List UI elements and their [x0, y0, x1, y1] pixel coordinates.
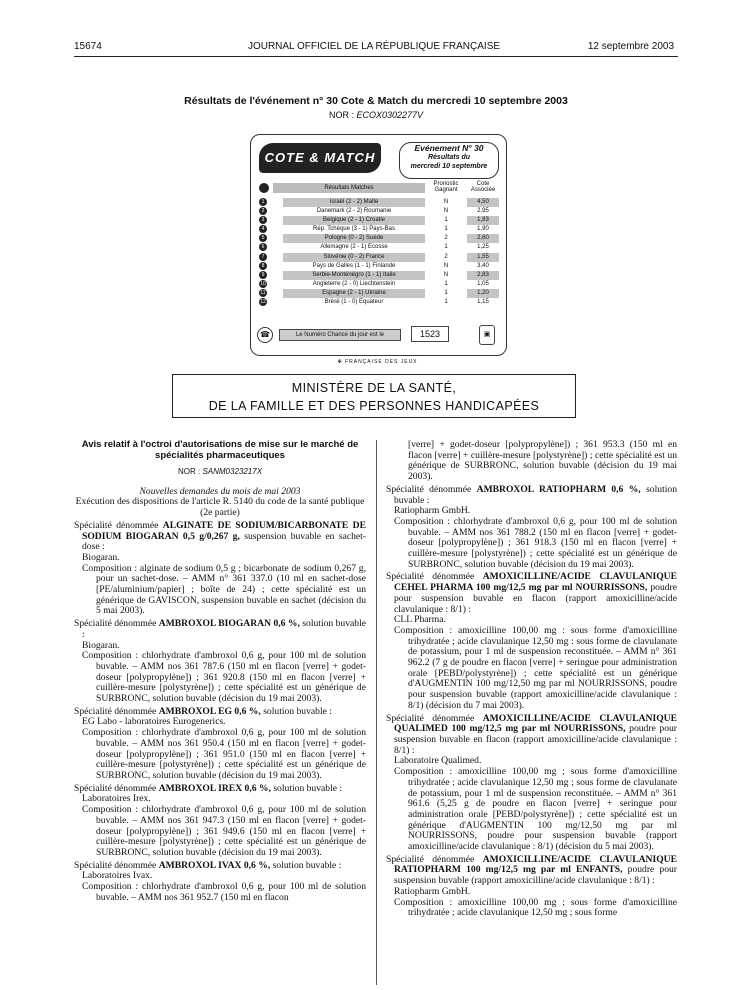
composition: Composition : chlorhydrate d'ambroxol 0,6 g, pour 100 ml de solution buvable. – AMM nos 361 787.6 (150 ml en flacon [verre] + godet-doseur [polypropylène]) ; 361 920.8 (150 ml en flacon [verre] + cuillère-mesure [polystyrène]) ; cette spécialité est un générique de SURBRONC, solution buvable (décision du 19 mai 2003).	[82, 650, 366, 705]
match-prono: 1	[444, 299, 448, 306]
match-result: Israël (2 - 2) Malte	[283, 198, 425, 207]
col-cote: Cote Associée	[470, 181, 496, 193]
ticket-row	[259, 234, 499, 243]
match-number: 2	[259, 207, 267, 215]
fdj-brand: ✤ FRANÇAISE DES JEUX	[337, 359, 418, 365]
composition: Composition : amoxicilline 100,00 mg : sous forme d'amoxicilline trihydratée ; acide clavulanique 12,50 mg : sous forme de clavulanate de potassium, pour 1 ml de suspension reconstituée. – AMM n° 361 962.2 (7 g de poudre en flacon [verre] + seringue pour administration orale [PEBD/polystyrène]) ; cette spécialité est un générique d'AUGMENTIN 100 mg/12,50 mg par ml NOURRISSONS, poudre pour suspension buvable (rapport amoxicilline/acide clavulanique : 8/1) (décision du 7 mai 2003).	[394, 624, 677, 711]
specialite-heading: Spécialité dénommée AMBROXOL IVAX 0,6 %, solution buvable :	[74, 859, 342, 871]
avis-nor: NOR : SANM0323217X	[177, 467, 263, 476]
match-number: 4	[259, 225, 267, 233]
ticket-row	[259, 216, 499, 225]
match-number: 3	[259, 216, 267, 224]
match-prono: N	[443, 208, 449, 215]
match-cote: 2,95	[477, 208, 489, 215]
match-result: Pologne (0 - 2) Suède	[283, 234, 425, 243]
laboratory: Laboratoires Irex.	[82, 793, 151, 805]
laboratory: Ratiopharm GmbH.	[394, 885, 471, 897]
match-number: 5	[259, 234, 267, 242]
match-result: Belgique (2 - 1) Croatie	[283, 216, 425, 225]
match-result: Pays de Galles (1 - 1) Finlande	[312, 262, 396, 269]
laboratory: CLL Pharma.	[394, 614, 446, 626]
match-cote: 4,50	[467, 198, 499, 207]
specialite-heading: Spécialité dénommée AMBROXOL RATIOPHARM 0,6 %, solution buvable :	[386, 483, 677, 506]
match-result: Brésil (1 - 0) Equateur	[324, 299, 384, 306]
match-number: 6	[259, 243, 267, 251]
specialite-heading: Spécialité dénommée AMOXICILLINE/ACIDE CLAVULANIQUE QUALIMED 100 mg/12,5 mg par ml NOURRISSONS, poudre pour suspension buvable en flacon (rapport amoxicilline/acide clavulanique : 8/1) :	[386, 712, 678, 756]
column-rule	[376, 440, 377, 985]
match-prono: N	[443, 271, 449, 278]
lock-icon: ▣	[479, 325, 495, 345]
ticket-row	[259, 262, 499, 271]
results-nor: NOR : ECOX0302277V	[328, 110, 424, 120]
match-number: 12	[260, 299, 266, 306]
event-box: Evénement N° 30 Résultats du mercredi 10 septembre	[399, 142, 499, 179]
composition: Composition : chlorhydrate d'ambroxol 0,6 g, pour 100 ml de solution buvable. – AMM nos 361 952.7 (150 ml en flacon	[82, 881, 366, 903]
ticket-row	[259, 289, 499, 298]
match-result: Angleterre (2 - 0) Liechtenstein	[312, 280, 396, 287]
match-cote: 1,83	[467, 216, 499, 225]
match-prono: 2	[444, 253, 448, 260]
match-number: 8	[259, 262, 267, 270]
match-result: Danemark (2 - 2) Roumanie	[316, 208, 392, 215]
laboratory: Laboratoire Qualimed.	[394, 755, 482, 767]
composition: Composition : alginate de sodium 0,5 g ; bicarbonate de sodium 0,267 g, pour un sachet-dose. – AMM n° 361 337.0 (10 ml en sachet-dose [PE/aluminium/papier] ; boîte de 24) ; cette spécialité est un générique de GAVISCON, suspension buvable en sachet (décision du 5 mai 2003).	[82, 562, 366, 617]
match-cote: 1,20	[467, 289, 499, 298]
match-cote: 2,60	[467, 234, 499, 243]
results-ticket	[250, 134, 507, 356]
match-cote: 2,83	[467, 271, 499, 280]
laboratory: EG Labo - laboratoires Eurogenerics.	[82, 716, 226, 728]
avis-subtitle: Nouvelles demandes du mois de mai 2003	[139, 485, 301, 497]
specialite-heading: Spécialité dénommée AMBROXOL BIOGARAN 0,6 %, solution buvable :	[74, 618, 367, 640]
composition: Composition : chlorhydrate d'ambroxol 0,6 g, pour 100 ml de solution buvable. – AMM nos 361 788.2 (150 ml en flacon [verre] + godet-doseur [polypropylène]) ; 361 918.3 (150 ml en flacon [verre] + cuillère-mesure [polystyrène]) ; cette spécialité est un générique de SURBRONC, solution buvable (décision du 19 mai 2003).	[394, 515, 677, 570]
composition: Composition : chlorhydrate d'ambroxol 0,6 g, pour 100 ml de solution buvable. – AMM nos 361 950.4 (150 ml en flacon [verre] + godet-doseur [polypropylène]) ; 361 951.0 (150 ml en flacon [verre] + cuillère-mesure [polystyrène]) ; cette spécialité est un générique de SURBRONC, solution buvable (décision du 19 mai 2003).	[82, 727, 366, 781]
match-number: 1	[259, 198, 267, 206]
laboratory: Laboratoires Ivax.	[82, 870, 153, 882]
match-cote: 1,55	[467, 253, 499, 262]
match-prono: 1	[444, 226, 448, 233]
ticket-rows	[259, 198, 499, 307]
composition: Composition : amoxicilline 100,00 mg ; sous forme d'amoxicilline trihydratée ; acide clavulanique 12,50 mg ; sous forme	[394, 896, 677, 919]
composition: Composition : amoxicilline 100,00 mg ; sous forme d'amoxicilline trihydratée ; acide clavulanique 12,50 mg ; sous forme de clavulanate de potassium, pour 1 ml de suspension reconstituée. – AMM n° 361 961.6 (5,25 g de poudre en flacon [verre] + seringue pour administration orale [PEBD/polystyrène]) ; cette spécialité est un générique d'AUGMENTIN 100 mg/12,50 mg par ml NOURRISSONS, poudre pour suspension buvable (rapport amoxicilline/acide clavulanique : 8/1) (décision du 5 mai 2003).	[394, 766, 677, 853]
match-prono: 1	[444, 244, 448, 251]
match-prono: N	[443, 262, 449, 269]
chance-label: Le Numéro Chance du jour est le	[279, 329, 401, 341]
match-result: Espagne (2 - 1) Ukraine	[283, 289, 425, 298]
match-result: Allemagne (2 - 1) Ecosse	[320, 244, 388, 251]
journal-title: JOURNAL OFFICIEL DE LA RÉPUBLIQUE FRANÇAISE	[247, 41, 501, 52]
ticket-footer	[257, 325, 501, 349]
phone-icon: ☎	[257, 327, 273, 343]
col-matches: Résultats Matches	[273, 183, 425, 193]
ticket-row	[259, 243, 499, 252]
continuation-text: [verre] + godet-doseur [polypropylène]) ; 361 953.3 (150 ml en flacon [verre] + cuillère-mesure [polystyrène]) ; cette spécialité est un générique de SURBRONC, solution buvable (décision du 19 mai 2003).	[408, 439, 677, 483]
ministry-box	[172, 374, 576, 418]
match-cote: 1,25	[477, 244, 489, 251]
match-number: 9	[259, 271, 267, 279]
match-cote: 1,05	[477, 280, 489, 287]
chance-value: 1523	[411, 326, 449, 342]
match-prono: N	[443, 199, 449, 205]
page-number: 15674	[74, 41, 102, 52]
right-column	[386, 440, 677, 919]
match-prono: 1	[444, 289, 448, 296]
match-number: 11	[260, 289, 266, 296]
ticket-row	[259, 225, 499, 234]
match-result: Slovénie (0 - 2) France	[283, 253, 425, 262]
header-rule	[74, 56, 678, 57]
match-cote: 1,15	[477, 299, 489, 306]
ministry-line2: DE LA FAMILLE ET DES PERSONNES HANDICAPÉES	[208, 399, 540, 413]
ticket-header	[259, 181, 499, 195]
ball-icon	[259, 183, 269, 193]
ticket-row	[259, 198, 499, 207]
cote-match-logo: COTE & MATCH	[259, 143, 381, 173]
composition: Composition : chlorhydrate d'ambroxol 0,6 g, pour 100 ml de solution buvable. – AMM nos 361 947.3 (150 ml en flacon [verre] + godet-doseur [polypropylène]) ; 361 949.6 (150 ml en flacon [verre] + cuillère-mesure [polystyrène]) ; cette spécialité est un générique de SURBRONC, solution buvable (décision du 19 mai 2003).	[82, 804, 366, 858]
match-number: 10	[260, 280, 266, 287]
match-prono: 1	[444, 217, 448, 224]
match-result: Rép. Tchèque (3 - 1) Pays-Bas	[313, 226, 395, 233]
specialite-heading: Spécialité dénommée ALGINATE DE SODIUM/BICARBONATE DE SODIUM BIOGARAN 0,5 g/0,267 g, suspension buvable en sachet-dose :	[74, 519, 366, 553]
results-title: Résultats de l'événement n° 30 Cote & Match du mercredi 10 septembre 2003	[184, 95, 568, 107]
laboratory: Biogaran.	[82, 551, 120, 563]
specialite-heading: Spécialité dénommée AMOXICILLINE/ACIDE CLAVULANIQUE RATIOPHARM 100 mg/12,5 mg par ml ENFANTS, poudre pour suspension buvable (rapport amoxicilline/acide clavulanique : 8/1) :	[386, 853, 678, 887]
specialite-heading: Spécialité dénommée AMBROXOL EG 0,6 %, solution buvable :	[74, 705, 332, 717]
laboratory: Ratiopharm GmbH.	[394, 505, 471, 517]
match-prono: 2	[444, 235, 448, 242]
match-result: Serbie-Monténégro (1 - 1) Italie	[283, 271, 425, 280]
ministry-line1: MINISTÈRE DE LA SANTÉ,	[291, 381, 457, 395]
ticket-row	[259, 253, 499, 262]
avis-title: Avis relatif à l'octroi d'autorisations de mise sur le marché de spécialités pharmaceutiques	[81, 439, 359, 461]
issue-date: 12 septembre 2003	[587, 41, 674, 52]
ticket-row	[259, 207, 499, 216]
ticket-row	[259, 271, 499, 280]
ticket-row	[259, 280, 499, 289]
col-prono: Pronostic Gagnant	[433, 181, 459, 193]
avis-execution: Exécution des dispositions de l'article R. 5140 du code de la santé publique (2e partie)	[75, 496, 365, 519]
ticket-row	[259, 298, 499, 307]
match-number: 7	[259, 253, 267, 261]
specialite-heading: Spécialité dénommée AMOXICILLINE/ACIDE CLAVULANIQUE CEHEL PHARMA 100 mg/12,5 mg par ml NOURRISSONS, poudre pour suspension buvable en flacon (rapport amoxicilline/acide clavulanique : 8/1) :	[386, 571, 678, 615]
match-cote: 3,40	[477, 262, 489, 269]
match-prono: 1	[444, 280, 448, 287]
specialite-heading: Spécialité dénommée AMBROXOL IREX 0,6 %, solution buvable :	[74, 782, 343, 794]
match-cote: 1,90	[477, 226, 489, 233]
left-column	[74, 440, 366, 903]
laboratory: Biogaran.	[82, 639, 120, 651]
